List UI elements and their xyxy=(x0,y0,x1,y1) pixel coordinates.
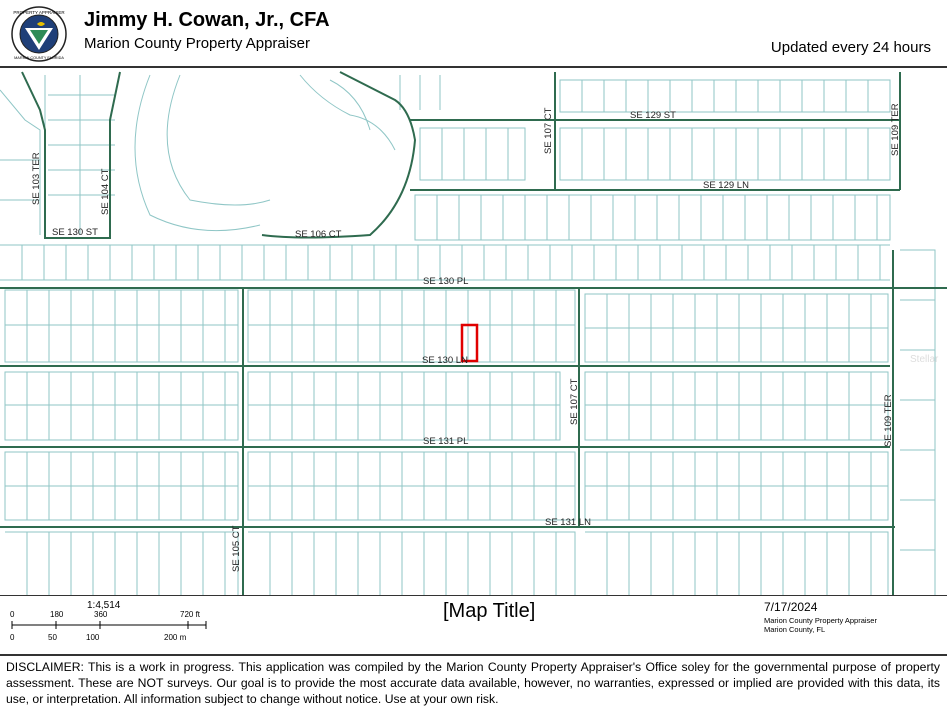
scale-m-200: 200 m xyxy=(164,633,187,642)
header xyxy=(0,0,947,66)
office-name: Marion County Property Appraiser xyxy=(84,35,310,52)
property-appraiser-seal-logo xyxy=(9,6,69,62)
map-date: 7/17/2024 xyxy=(764,600,818,614)
lot-dividers xyxy=(22,80,880,595)
label-se-109-ter-north: SE 109 TER xyxy=(890,103,901,156)
scale-ft-180: 180 xyxy=(50,610,64,619)
scale-m-50: 50 xyxy=(48,633,57,642)
label-se-129-st: SE 129 ST xyxy=(630,110,676,121)
disclaimer-text: DISCLAIMER: This is a work in progress. This application was compiled by the Marion County Property Appraiser's Office soley for the governmental purpose of property assessment. These are NOT surveys. Our goal is to provide the most accurate data available, however, no warranties, expressed or implied are provided with this data, its use, or interpretation. All information subject to change without notice. Use at your own risk. xyxy=(6,660,940,706)
appraiser-name: Jimmy H. Cowan, Jr., CFA xyxy=(84,9,330,31)
label-se-107-ct-south: SE 107 CT xyxy=(569,378,580,425)
label-se-130-ln: SE 130 LN xyxy=(422,355,468,366)
label-se-130-st: SE 130 ST xyxy=(52,227,98,238)
update-frequency: Updated every 24 hours xyxy=(770,39,931,56)
map-title: [Map Title] xyxy=(443,600,536,622)
scale-m-100: 100 xyxy=(86,633,100,642)
label-se-131-ln: SE 131 LN xyxy=(545,517,591,528)
label-se-129-ln: SE 129 LN xyxy=(703,180,749,191)
label-se-103-ter: SE 103 TER xyxy=(31,152,42,205)
svg-text:MARION COUNTY FLORIDA: MARION COUNTY FLORIDA xyxy=(14,56,64,60)
header-divider xyxy=(0,66,947,68)
map-canvas xyxy=(0,70,947,595)
label-se-109-ter-south: SE 109 TER xyxy=(883,394,894,447)
edge-watermark: Stellar xyxy=(910,354,939,365)
svg-text:PROPERTY APPRAISER: PROPERTY APPRAISER xyxy=(13,10,65,15)
scale-ft-0: 0 xyxy=(10,610,15,619)
label-se-107-ct-north: SE 107 CT xyxy=(543,107,554,154)
label-se-104-ct: SE 104 CT xyxy=(100,168,111,215)
disclaimer-divider xyxy=(0,654,947,656)
parcel-map[interactable] xyxy=(0,70,947,595)
scale-m-0: 0 xyxy=(10,633,15,642)
scale-ft-720: 720 ft xyxy=(180,610,201,619)
scale-ratio: 1:4,514 xyxy=(87,600,121,611)
label-se-130-pl: SE 130 PL xyxy=(423,276,469,287)
map-footer xyxy=(0,596,947,654)
label-se-131-pl: SE 131 PL xyxy=(423,436,469,447)
label-se-105-ct: SE 105 CT xyxy=(231,525,242,572)
credit-line-2: Marion County, FL xyxy=(764,625,826,634)
scale-ft-360: 360 xyxy=(94,610,108,619)
credit-line-1: Marion County Property Appraiser xyxy=(764,616,877,625)
label-se-106-ct: SE 106 CT xyxy=(295,229,342,240)
